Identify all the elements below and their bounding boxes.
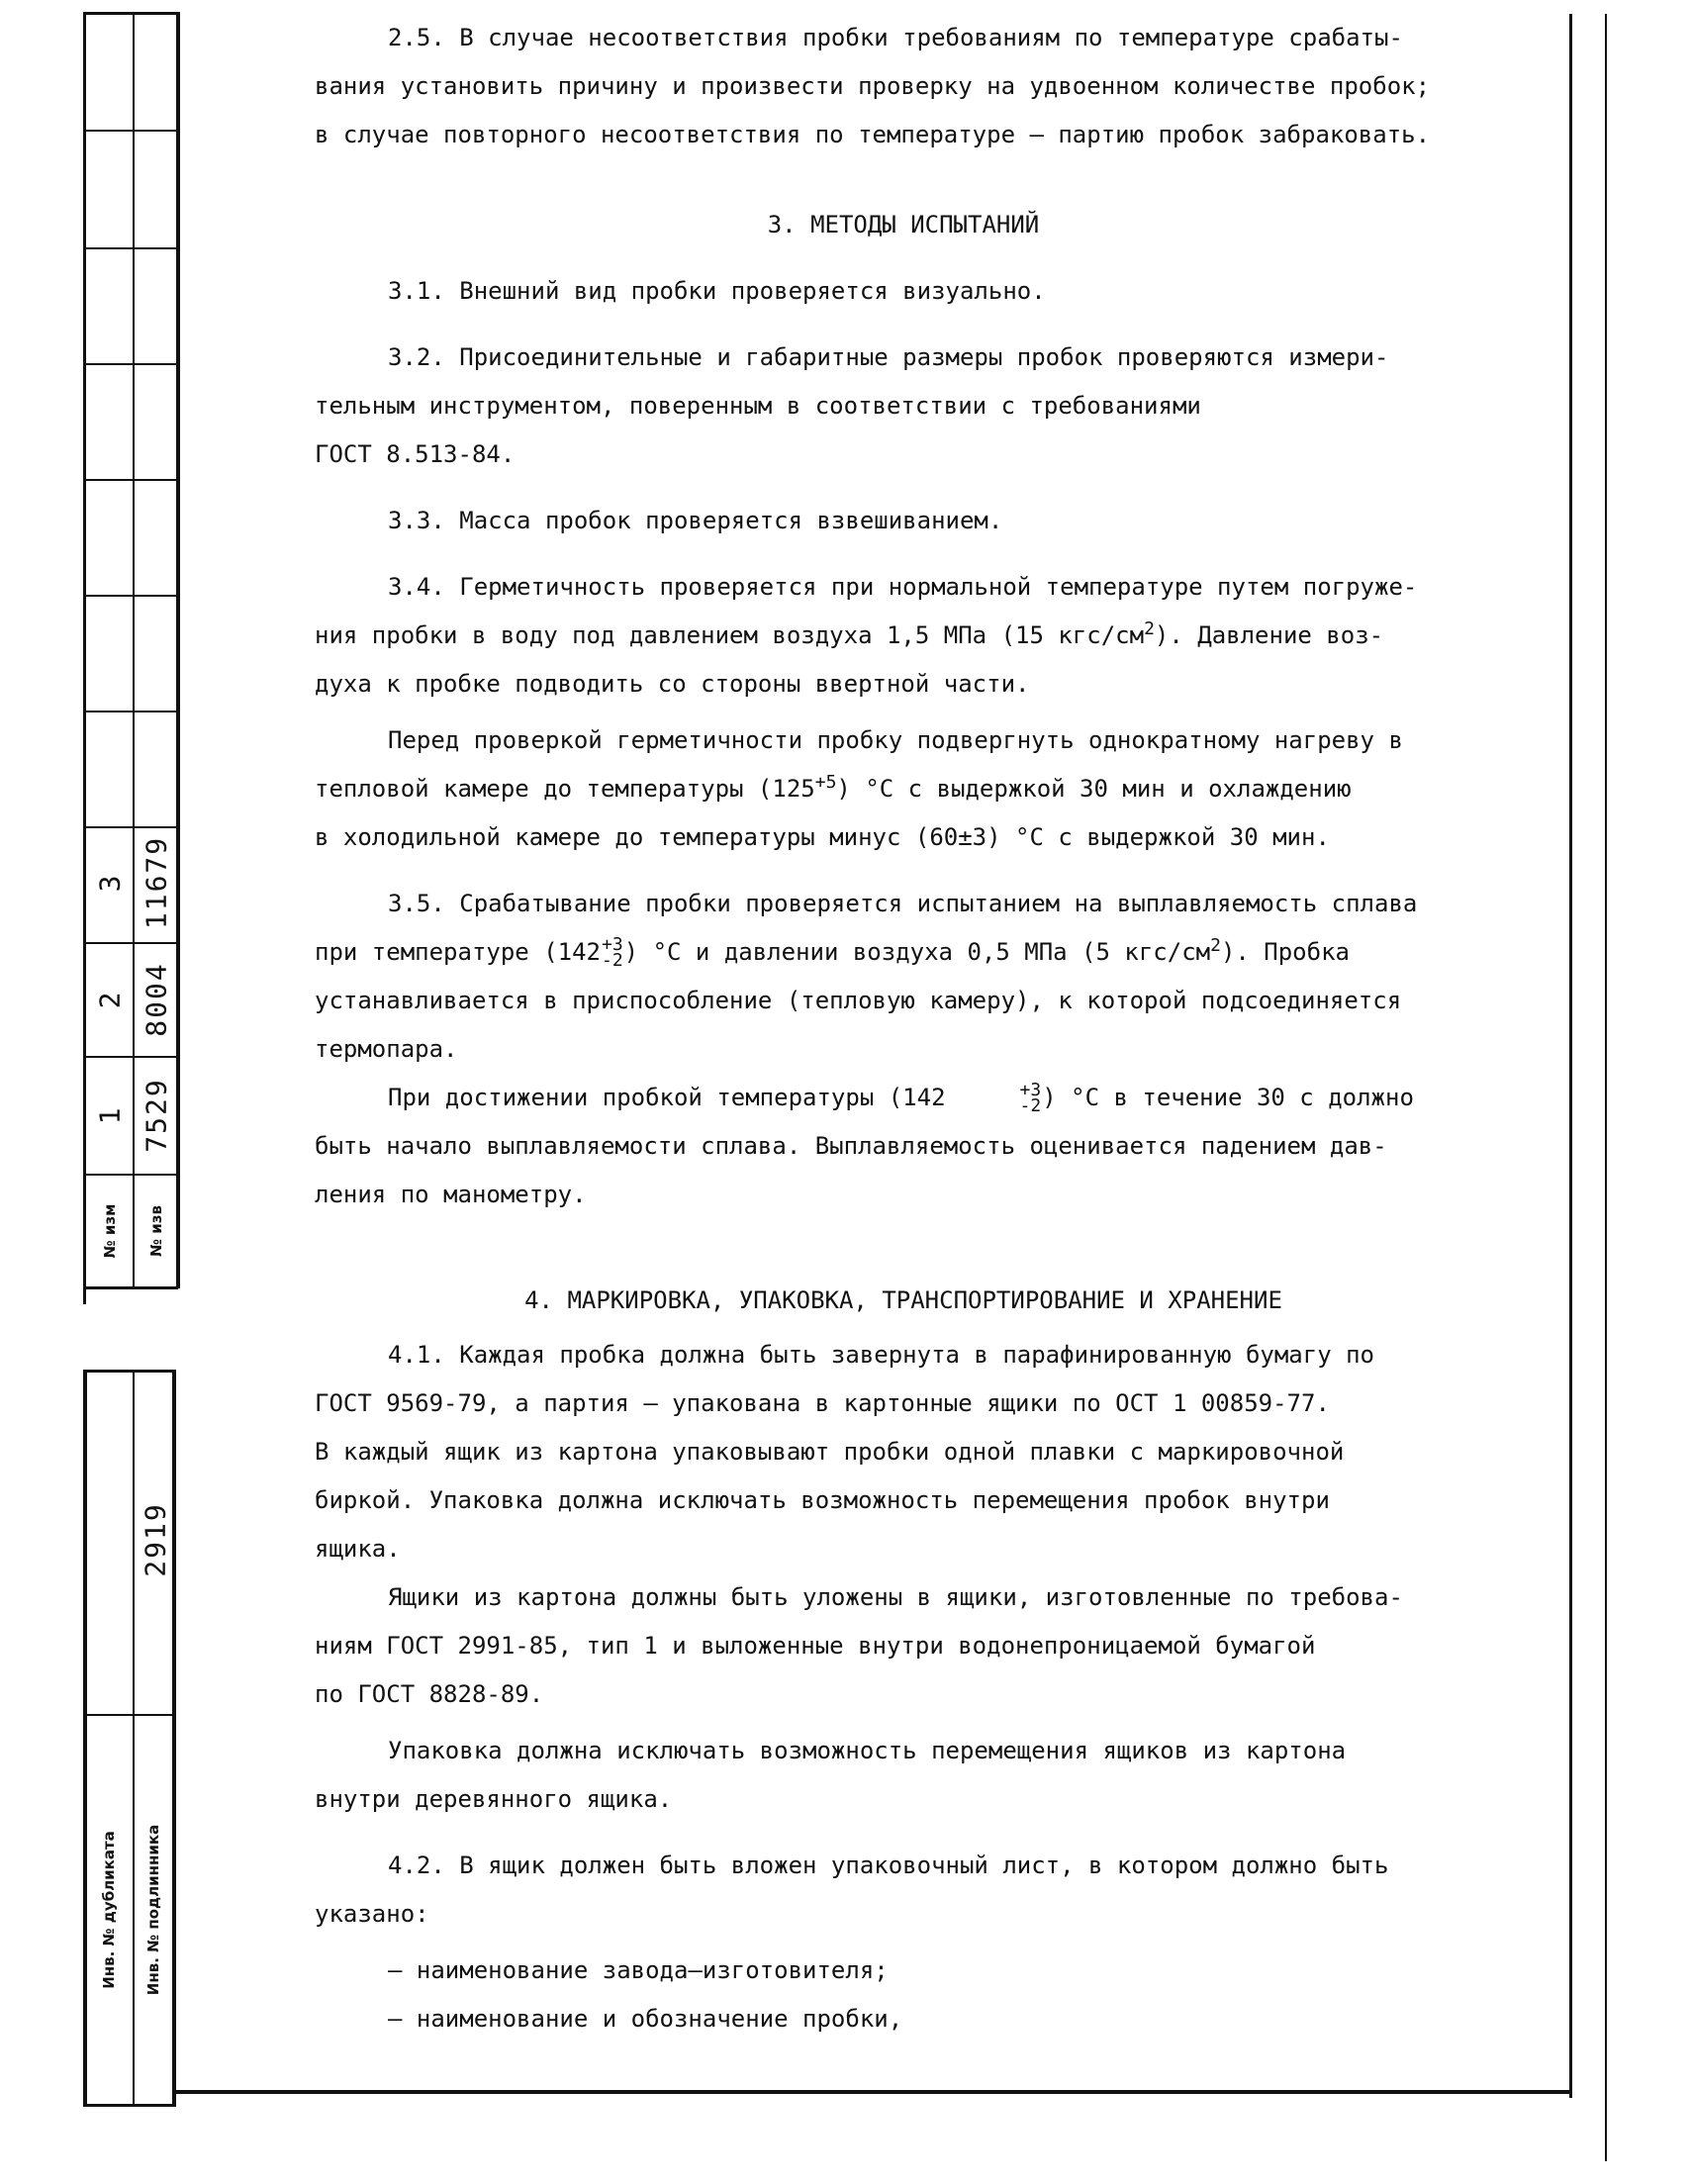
right-border-line [1569, 14, 1572, 2098]
text-line: ГОСТ 9569-79, а партия – упакована в картонные ящики по ОСТ 1 00859-77. [315, 1389, 1330, 1417]
list-item: – наименование завода–изготовителя; [388, 1956, 889, 1984]
text-line: ящика. [315, 1535, 401, 1563]
text-line: устанавливается в приспособление (тепловую камеру), к которой подсоединяется [315, 987, 1402, 1014]
stamp-label-izm: № изм [101, 1203, 119, 1259]
text-line: 4.2. В ящик должен быть вложен упаковочный лист, в котором должно быть [388, 1852, 1389, 1879]
list-item: – наименование и обозначение пробки, [388, 2005, 903, 2033]
paragraph-3-5-b [315, 1074, 1492, 1219]
stamp-label-original: Инв. № подлинника [144, 1824, 162, 1996]
paragraph-3-4 [315, 563, 1492, 709]
stamp-col-value-2: 8004 [140, 962, 173, 1037]
text-line: быть начало выплавляемости сплава. Выплавляемость оценивается падением дав- [315, 1132, 1387, 1160]
text-line: биркой. Упаковка должна исключать возможность перемещения пробок внутри [315, 1486, 1330, 1514]
text-line: Перед проверкой герметичности пробку подвергнуть однократному нагреву в [388, 726, 1403, 754]
paragraph-3-5 [315, 880, 1492, 1074]
tolerance: +3 -2 [601, 934, 623, 971]
text-line: 3.5. Срабатывание пробки проверяется испытанием на выплавляемость сплава [388, 890, 1418, 917]
tolerance: +3 -2 [1019, 1080, 1042, 1116]
text-line: ления по манометру. [315, 1181, 587, 1208]
text-line: 3.4. Герметичность проверяется при нормальной температуре путем погруже- [388, 573, 1418, 601]
text-line: указано: [315, 1900, 429, 1928]
stamp-col-value-1: 7529 [140, 1078, 173, 1153]
text-line: Упаковка должна исключать возможность перемещения ящиков из картона [388, 1737, 1347, 1764]
paragraph-4-1-b [315, 1573, 1492, 1719]
stamp-label-izv: № изв [147, 1205, 165, 1257]
paragraph-3-2 [315, 333, 1492, 479]
text-line: в случае повторного несоответствия по температуре – партию пробок забраковать. [315, 121, 1431, 148]
stamp-label-duplicate: Инв. № дубликата [100, 1831, 118, 1989]
text-line: тельным инструментом, поверенным в соответствии с требованиями [315, 392, 1201, 420]
text-line: внутри деревянного ящика. [315, 1785, 673, 1813]
superscript: +5 [814, 772, 837, 793]
text-line: в холодильной камере до температуры минус (60±3) °С с выдержкой 30 мин. [315, 823, 1330, 851]
text-line: духа к пробке подводить со стороны ввертной части. [315, 670, 1030, 698]
text-line: по ГОСТ 8828-89. [315, 1680, 544, 1708]
right-edge-line [1605, 14, 1607, 2161]
list [315, 1947, 1492, 2043]
superscript: 2 [1144, 618, 1155, 639]
stamp-col-header-2: 2 [93, 990, 127, 1009]
stamp-col-header-3: 3 [93, 873, 127, 893]
document-body [315, 14, 1492, 2043]
paragraph-4-1-c [315, 1727, 1492, 1824]
stamp-duplicate-value: 2919 [139, 1502, 172, 1577]
text-line: при температуре (142 +3 -2 ) °С и давлении воздуха 0,5 МПа (5 кгс/$см^2$). Пробка [315, 934, 1350, 971]
text-line: ГОСТ 8.513-84. [315, 440, 516, 468]
superscript: 2 [1210, 935, 1221, 956]
paragraph-4-2 [315, 1842, 1492, 1939]
paragraph-2-5 [315, 14, 1492, 159]
text-line: В каждый ящик из картона упаковывают пробки одной плавки с маркировочной [315, 1438, 1345, 1466]
text-line: 4.1. Каждая пробка должна быть завернута в парафинированную бумагу по [388, 1341, 1374, 1369]
text-line: тепловой камере до температуры $(125^{+5})$ °С с выдержкой 30 мин и охлаждению [315, 772, 1352, 803]
paragraph-3-3: 3.3. Масса пробок проверяется взвешиванием. [388, 507, 1003, 534]
text-line: 2.5. В случае несоответствия пробки требованиям по температуре срабаты- [388, 24, 1403, 51]
paragraph-3-4-b [315, 716, 1492, 862]
text-line: 3.2. Присоединительные и габаритные размеры пробок проверяются измери- [388, 343, 1389, 371]
text-line: вания установить причину и произвести проверку на удвоенном количестве пробок; [315, 72, 1431, 100]
stamp-col-header-1: 1 [93, 1105, 127, 1125]
paragraph-4-1 [315, 1331, 1492, 1573]
text-line: ниям ГОСТ 2991-85, тип 1 и выложенные внутри водонепроницаемой бумагой [315, 1632, 1316, 1660]
text-line: ния пробки в воду под давлением воздуха 1,5 МПа (15 кгс/$см^2$). Давление воз- [315, 618, 1384, 649]
text-line: При достижении пробкой температуры (142 +3 -2 ) °С в течение 30 с должно [388, 1080, 1414, 1116]
text-line: термопара. [315, 1035, 458, 1063]
stamp-col-value-3: 11679 [140, 835, 173, 930]
bottom-border-line [176, 2090, 1571, 2094]
section-3-heading: 3. МЕТОДЫ ИСПЫТАНИЙ [767, 211, 1040, 238]
section-4-heading: 4. МАРКИРОВКА, УПАКОВКА, ТРАНСПОРТИРОВАНИЕ И ХРАНЕНИЕ [524, 1286, 1282, 1314]
paragraph-3-1: 3.1. Внешний вид пробки проверяется визуально. [388, 277, 1046, 305]
text-line: Ящики из картона должны быть уложены в ящики, изготовленные по требова- [388, 1583, 1403, 1611]
